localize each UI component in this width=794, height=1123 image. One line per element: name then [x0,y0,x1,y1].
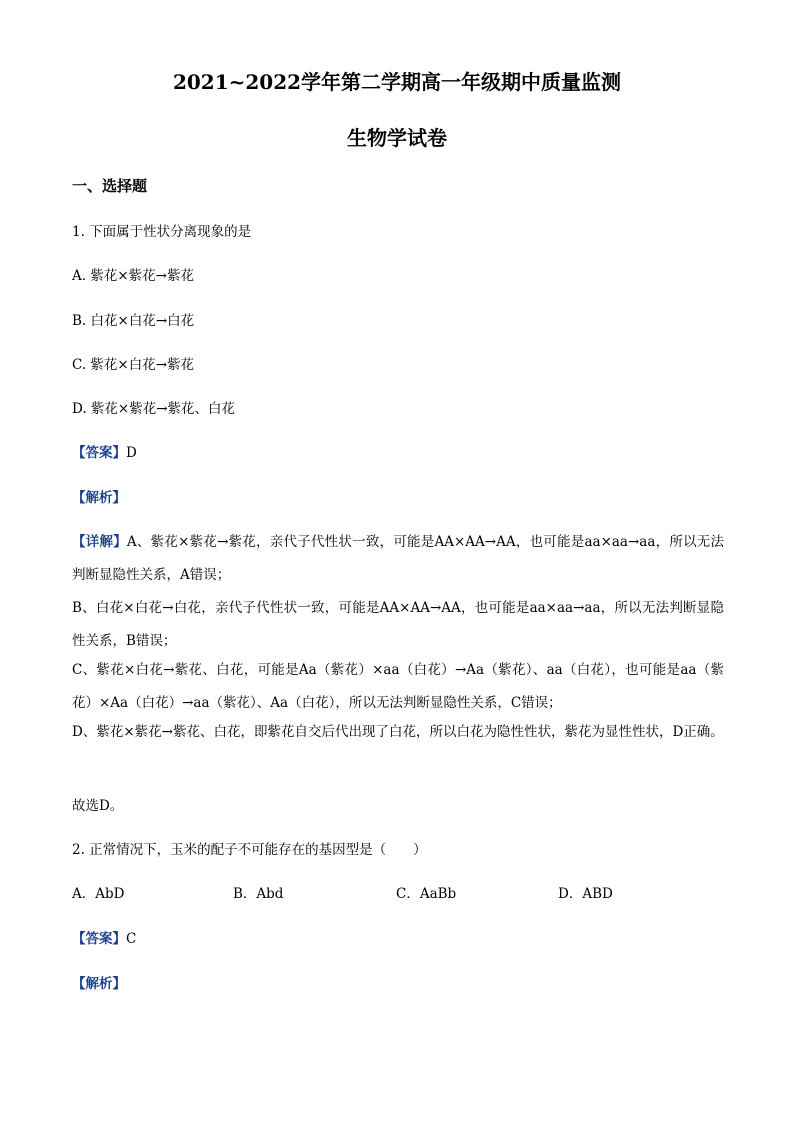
analysis-label: 解析 [85,490,113,506]
question-1-option-a: A. 紫花×紫花→紫花 [72,268,194,284]
detail-bracket-close: 】 [113,534,127,550]
analysis-label: 解析 [85,976,113,992]
section-heading: 一、选择题 [72,177,148,195]
answer-bracket-close: 】 [112,931,126,947]
detail-bracket-open: 【 [72,534,86,550]
question-1-option-d: D. 紫花×紫花→紫花、白花 [72,401,236,417]
analysis-bracket-open: 【 [72,976,86,992]
question-1-detail-b: B、白花×白花→白花，亲代子代性状一致，可能是AA×AA→AA，也可能是aa×aa→aa，所以无法判断显隐性关系，B错误； [72,600,724,649]
question-2-option-c: C．AaBb [396,886,457,902]
question-1-answer [72,443,137,463]
question-1-detail-a [72,526,724,592]
question-1-detail-d: D、紫花×紫花→紫花、白花，即紫花自交后代出现了白花，所以白花为隐性性状，紫花为显性性状，D正确。 [72,724,724,740]
analysis-bracket-open: 【 [72,490,86,506]
detail-a-text: A、紫花×紫花→紫花，亲代子代性状一致，可能是AA×AA→AA，也可能是aa×aa→aa，所以无法判断显隐性关系，A错误； [72,534,725,583]
question-2-option-b: B．Abd [233,886,284,902]
analysis-bracket-close: 】 [112,490,126,506]
exam-subtitle: 生物学试卷 [347,126,447,150]
question-2-analysis-heading [72,974,126,994]
answer-bracket-open: 【 [72,445,86,461]
question-2-answer [72,929,136,949]
question-1-option-b: B. 白花×白花→白花 [72,313,195,329]
question-1-detail-c: C、紫花×白花→紫花、白花，可能是Aa（紫花）×aa（白花）→Aa（紫花）、aa（白花），也可能是aa（紫花）×Aa（白花）→aa（紫花）、Aa（白花），所以无法判断显隐性关系，C错误； [72,662,724,711]
question-2-option-d: D．ABD [558,886,613,902]
answer-label: 答案 [85,445,113,461]
answer-label: 答案 [85,931,113,947]
question-2-option-a: A．AbD [72,886,125,902]
question-2-options [72,884,724,904]
answer-bracket-open: 【 [72,931,86,947]
question-2-stem: 2. 正常情况下，玉米的配子不可能存在的基因型是（ ） [72,842,427,858]
question-1-analysis-heading [72,488,126,508]
question-1-option-c: C. 紫花×白花→紫花 [72,357,195,373]
question-1-conclusion: 故选D。 [72,798,124,814]
answer-value: C [126,931,137,947]
detail-label: 详解 [85,534,114,550]
exam-title: 2021~2022学年第二学期高一年级期中质量监测 [172,70,622,94]
answer-value: D [126,445,137,461]
analysis-bracket-close: 】 [112,976,126,992]
question-1-stem: 1. 下面属于性状分离现象的是 [72,224,252,240]
answer-bracket-close: 】 [112,445,126,461]
